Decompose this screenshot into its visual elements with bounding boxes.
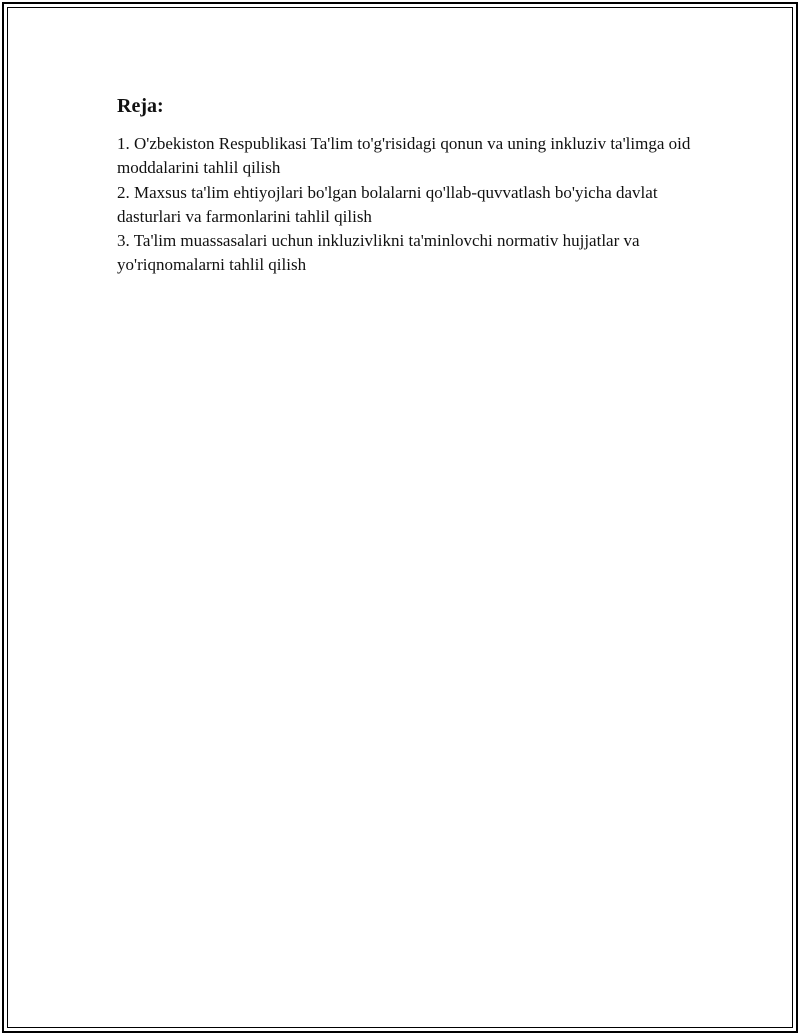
plan-item-1 — [117, 132, 717, 181]
plan-heading: Reja: — [117, 95, 164, 117]
plan-item-text: Maxsus ta'lim ehtiyojlari bo'lgan bolalarni qo'llab-quvvatlash bo'yicha davlat dasturlari va farmonlarini tahlil qilish — [117, 182, 658, 226]
plan-item-number: 3. — [117, 231, 130, 251]
plan-item-3 — [117, 229, 717, 278]
plan-list — [117, 132, 717, 278]
document-body — [117, 92, 717, 278]
plan-item-2 — [117, 181, 717, 230]
plan-item-number: 2. — [117, 182, 130, 202]
plan-item-text: Ta'lim muassasalari uchun inkluzivlikni ta'minlovchi normativ hujjatlar va yo'riqnomalarni tahlil qilish — [117, 231, 640, 275]
plan-item-number: 1. — [117, 134, 130, 153]
plan-item-text: O'zbekiston Respublikasi Ta'lim to'g'risidagi qonun va uning inkluziv ta'limga oid moddalarini tahlil qilish — [117, 134, 691, 178]
